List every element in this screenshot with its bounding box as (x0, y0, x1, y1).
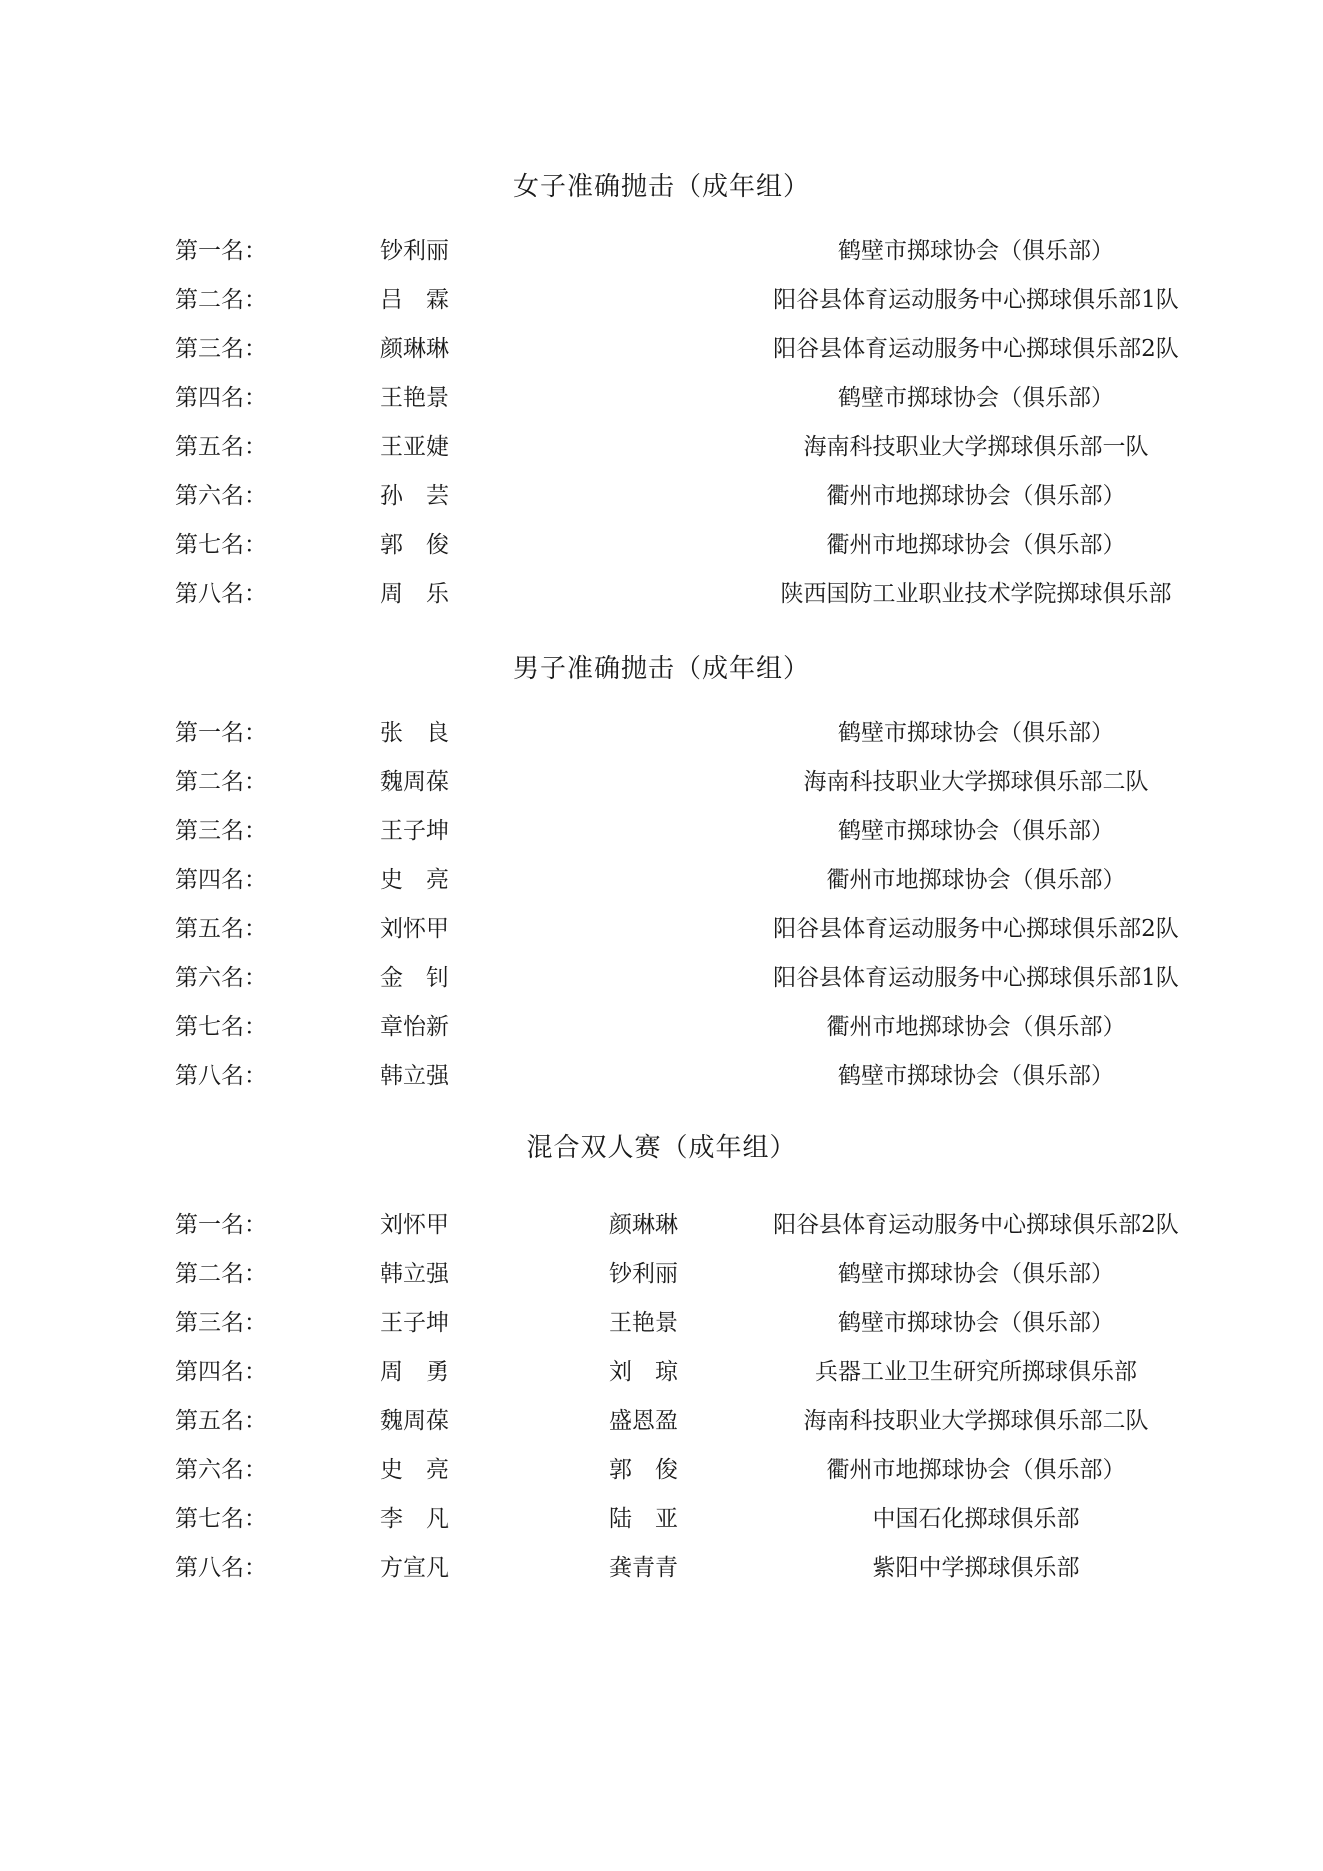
ranking-row (0, 1306, 1323, 1340)
rank-label: 第四名： (175, 385, 267, 411)
ranking-row (0, 1453, 1323, 1487)
ranking-row (0, 381, 1323, 415)
athlete-name: 韩立强 (380, 1063, 449, 1089)
section-title-women-precision: 女子准确抛击（成年组） (512, 172, 810, 202)
club-name: 阳谷县体育运动服务中心掷球俱乐部1队 (773, 287, 1179, 313)
athlete-name: 李 凡 (380, 1506, 449, 1532)
rank-label: 第三名： (175, 818, 267, 844)
athlete-name: 王子坤 (380, 1310, 449, 1336)
rank-label: 第八名： (175, 1063, 267, 1089)
club-name: 鹤壁市掷球协会（俱乐部） (838, 720, 1114, 746)
partner-name: 王艳景 (609, 1310, 678, 1336)
ranking-row (0, 765, 1323, 799)
athlete-name: 方宣凡 (380, 1555, 449, 1581)
club-name: 阳谷县体育运动服务中心掷球俱乐部2队 (773, 336, 1179, 362)
rank-label: 第一名： (175, 1212, 267, 1238)
ranking-row (0, 1551, 1323, 1585)
ranking-row (0, 1010, 1323, 1044)
athlete-name: 刘怀甲 (380, 1212, 449, 1238)
athlete-name: 孙 芸 (380, 483, 449, 509)
athlete-name: 周 勇 (380, 1359, 449, 1385)
ranking-row (0, 1257, 1323, 1291)
athlete-name: 刘怀甲 (380, 916, 449, 942)
athlete-name: 史 亮 (380, 867, 449, 893)
ranking-row (0, 1355, 1323, 1389)
athlete-name: 王子坤 (380, 818, 449, 844)
athlete-name: 章怡新 (380, 1014, 449, 1040)
ranking-row (0, 283, 1323, 317)
rank-label: 第五名： (175, 1408, 267, 1434)
partner-name: 盛恩盈 (609, 1408, 678, 1434)
rank-label: 第二名： (175, 287, 267, 313)
rank-label: 第八名： (175, 1555, 267, 1581)
ranking-row (0, 234, 1323, 268)
athlete-name: 王亚婕 (380, 434, 449, 460)
rank-label: 第三名： (175, 336, 267, 362)
club-name: 兵器工业卫生研究所掷球俱乐部 (815, 1359, 1137, 1385)
ranking-row (0, 716, 1323, 750)
ranking-row (0, 528, 1323, 562)
athlete-name: 魏周葆 (380, 1408, 449, 1434)
club-name: 衢州市地掷球协会（俱乐部） (826, 1457, 1126, 1483)
partner-name: 陆 亚 (609, 1506, 678, 1532)
club-name: 衢州市地掷球协会（俱乐部） (826, 867, 1126, 893)
partner-name: 郭 俊 (609, 1457, 678, 1483)
ranking-row (0, 863, 1323, 897)
rank-label: 第八名： (175, 581, 267, 607)
club-name: 衢州市地掷球协会（俱乐部） (826, 532, 1126, 558)
club-name: 阳谷县体育运动服务中心掷球俱乐部1队 (773, 965, 1179, 991)
rank-label: 第二名： (175, 1261, 267, 1287)
rank-label: 第七名： (175, 1014, 267, 1040)
rank-label: 第一名： (175, 720, 267, 746)
rank-label: 第二名： (175, 769, 267, 795)
rank-label: 第七名： (175, 1506, 267, 1532)
athlete-name: 颜琳琳 (380, 336, 449, 362)
rank-label: 第七名： (175, 532, 267, 558)
rank-label: 第三名： (175, 1310, 267, 1336)
rank-label: 第六名： (175, 483, 267, 509)
rank-label: 第六名： (175, 1457, 267, 1483)
ranking-row (0, 332, 1323, 366)
club-name: 海南科技职业大学掷球俱乐部二队 (803, 769, 1149, 795)
club-name: 鹤壁市掷球协会（俱乐部） (838, 1261, 1114, 1287)
club-name: 陕西国防工业职业技术学院掷球俱乐部 (780, 581, 1172, 607)
ranking-row (0, 430, 1323, 464)
ranking-row (0, 1404, 1323, 1438)
partner-name: 龚青青 (609, 1555, 678, 1581)
club-name: 中国石化掷球俱乐部 (872, 1506, 1080, 1532)
club-name: 鹤壁市掷球协会（俱乐部） (838, 1063, 1114, 1089)
club-name: 鹤壁市掷球协会（俱乐部） (838, 238, 1114, 264)
ranking-row (0, 577, 1323, 611)
athlete-name: 王艳景 (380, 385, 449, 411)
ranking-row (0, 814, 1323, 848)
rank-label: 第五名： (175, 434, 267, 460)
athlete-name: 魏周葆 (380, 769, 449, 795)
athlete-name: 周 乐 (380, 581, 449, 607)
club-name: 鹤壁市掷球协会（俱乐部） (838, 1310, 1114, 1336)
athlete-name: 张 良 (380, 720, 449, 746)
club-name: 衢州市地掷球协会（俱乐部） (826, 1014, 1126, 1040)
athlete-name: 吕 霖 (380, 287, 449, 313)
athlete-name: 钞利丽 (380, 238, 449, 264)
ranking-row (0, 961, 1323, 995)
club-name: 紫阳中学掷球俱乐部 (872, 1555, 1080, 1581)
athlete-name: 金 钊 (380, 965, 449, 991)
club-name: 鹤壁市掷球协会（俱乐部） (838, 385, 1114, 411)
ranking-row (0, 912, 1323, 946)
club-name: 海南科技职业大学掷球俱乐部一队 (803, 434, 1149, 460)
partner-name: 颜琳琳 (609, 1212, 678, 1238)
rank-label: 第四名： (175, 867, 267, 893)
rank-label: 第五名： (175, 916, 267, 942)
rank-label: 第一名： (175, 238, 267, 264)
athlete-name: 郭 俊 (380, 532, 449, 558)
club-name: 海南科技职业大学掷球俱乐部二队 (803, 1408, 1149, 1434)
athlete-name: 史 亮 (380, 1457, 449, 1483)
rank-label: 第六名： (175, 965, 267, 991)
club-name: 阳谷县体育运动服务中心掷球俱乐部2队 (773, 1212, 1179, 1238)
partner-name: 刘 琼 (609, 1359, 678, 1385)
rank-label: 第四名： (175, 1359, 267, 1385)
section-title-mixed-doubles: 混合双人赛（成年组） (526, 1133, 797, 1163)
section-title-men-precision: 男子准确抛击（成年组） (512, 654, 810, 684)
athlete-name: 韩立强 (380, 1261, 449, 1287)
club-name: 衢州市地掷球协会（俱乐部） (826, 483, 1126, 509)
ranking-row (0, 1059, 1323, 1093)
club-name: 阳谷县体育运动服务中心掷球俱乐部2队 (773, 916, 1179, 942)
ranking-row (0, 1208, 1323, 1242)
ranking-row (0, 479, 1323, 513)
partner-name: 钞利丽 (609, 1261, 678, 1287)
ranking-row (0, 1502, 1323, 1536)
club-name: 鹤壁市掷球协会（俱乐部） (838, 818, 1114, 844)
